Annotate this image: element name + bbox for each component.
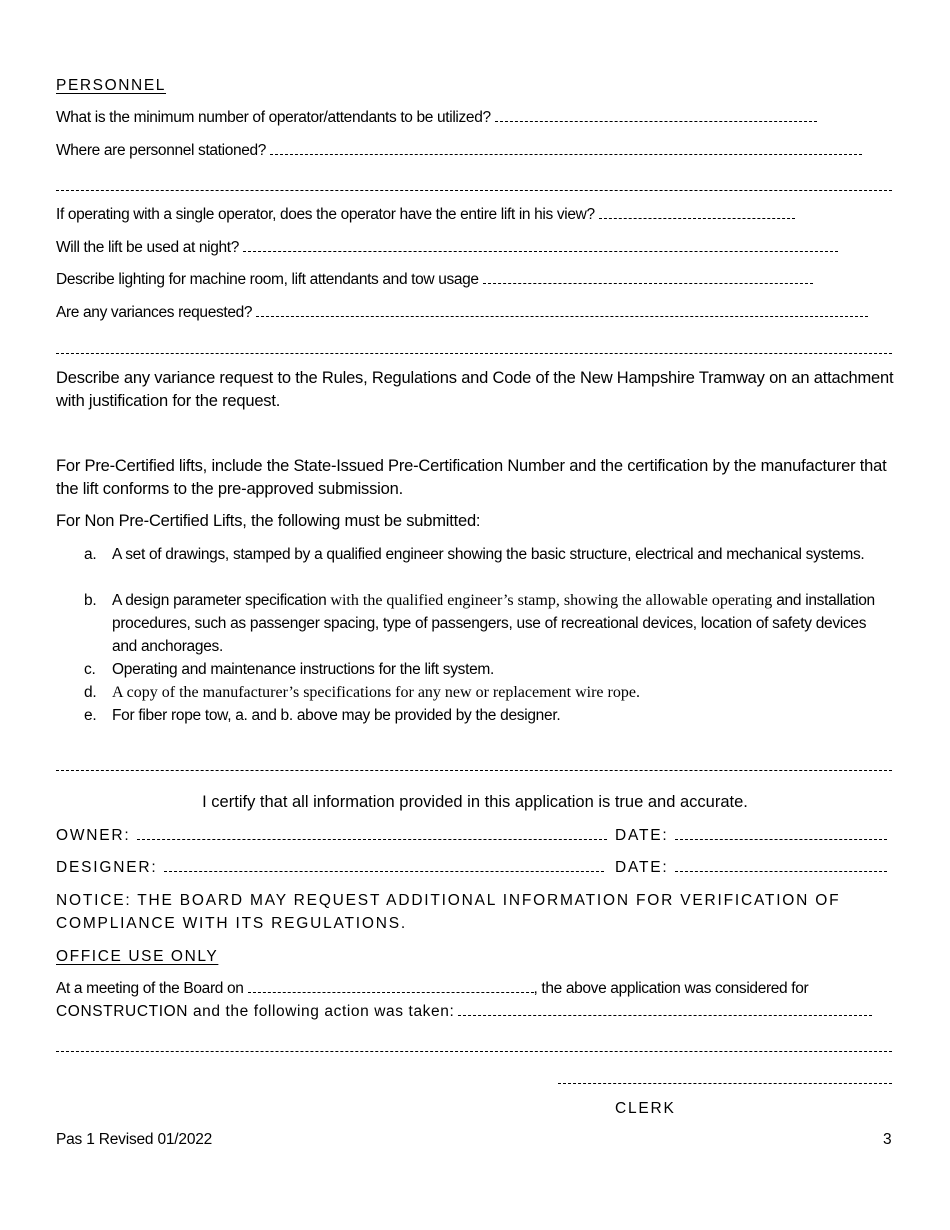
night-field[interactable] bbox=[243, 239, 838, 252]
question-lighting bbox=[56, 271, 813, 289]
question-lighting-label: Describe lighting for machine room, lift attendants and tow usage bbox=[56, 271, 479, 288]
construction-label: CONSTRUCTION and the following action was taken: bbox=[56, 1003, 455, 1020]
meeting-prefix: At a meeting of the Board on bbox=[56, 980, 244, 997]
question-stationed-label: Where are personnel stationed? bbox=[56, 142, 267, 159]
designer-field[interactable] bbox=[164, 859, 604, 872]
list-marker: c. bbox=[84, 661, 96, 678]
question-night-label: Will the lift be used at night? bbox=[56, 239, 240, 256]
clerk-signature-field[interactable] bbox=[558, 1071, 892, 1084]
stationed-field-line-2[interactable] bbox=[56, 190, 892, 191]
question-stationed bbox=[56, 142, 862, 160]
list-text: Operating and maintenance instructions for the lift system. bbox=[112, 661, 495, 678]
list-text-part: and installation procedures, such as passenger spacing, type of passengers, use of recreational devices, location of safety devices and anchorages. bbox=[112, 592, 875, 655]
list-marker: d. bbox=[84, 684, 97, 701]
variances-field-line-2[interactable] bbox=[56, 353, 892, 354]
certification-statement: I certify that all information provided in this application is true and accurate. bbox=[202, 793, 748, 811]
meeting-line bbox=[56, 980, 808, 998]
section-divider bbox=[56, 770, 892, 771]
designer-line bbox=[56, 859, 604, 877]
owner-field[interactable] bbox=[137, 827, 607, 840]
meeting-date-field[interactable] bbox=[248, 980, 534, 993]
stationed-field[interactable] bbox=[270, 142, 862, 155]
single-operator-field[interactable] bbox=[599, 206, 795, 219]
action-taken-field-line-2[interactable] bbox=[56, 1051, 892, 1052]
question-min-operators bbox=[56, 109, 817, 127]
list-text: A set of drawings, stamped by a qualified engineer showing the basic structure, electrical and mechanical systems. bbox=[112, 546, 865, 563]
question-min-operators-label: What is the minimum number of operator/attendants to be utilized? bbox=[56, 109, 491, 126]
owner-date-line bbox=[615, 827, 887, 845]
construction-line bbox=[56, 1003, 872, 1021]
lighting-field[interactable] bbox=[483, 271, 813, 284]
list-marker: a. bbox=[84, 546, 97, 563]
clerk-label: CLERK bbox=[615, 1100, 676, 1117]
question-night bbox=[56, 239, 838, 257]
list-text-part: with the qualified engineer’s stamp, showing the allowable operating bbox=[326, 592, 773, 609]
owner-line bbox=[56, 827, 607, 845]
question-variances-label: Are any variances requested? bbox=[56, 304, 253, 321]
owner-date-field[interactable] bbox=[675, 827, 887, 840]
list-marker: b. bbox=[84, 592, 97, 609]
list-text: For fiber rope tow, a. and b. above may be provided by the designer. bbox=[112, 707, 561, 724]
office-use-heading: OFFICE USE ONLY bbox=[56, 948, 219, 965]
min-operators-field[interactable] bbox=[495, 109, 817, 122]
date-label: DATE: bbox=[615, 859, 669, 876]
list-text-part: A design parameter specification bbox=[112, 592, 327, 609]
page-number: 3 bbox=[883, 1131, 892, 1148]
list-text: A copy of the manufacturer’s specifications for any new or replacement wire rope. bbox=[112, 684, 640, 701]
designer-date-line bbox=[615, 859, 887, 877]
footer-revision: Pas 1 Revised 01/2022 bbox=[56, 1131, 213, 1148]
notice-line-2: COMPLIANCE WITH ITS REGULATIONS. bbox=[56, 915, 407, 932]
list-marker: e. bbox=[84, 707, 97, 724]
personnel-heading: PERSONNEL bbox=[56, 77, 167, 94]
designer-label: DESIGNER: bbox=[56, 859, 158, 876]
question-single-operator bbox=[56, 206, 795, 224]
list-text bbox=[112, 589, 882, 658]
notice-line-1: NOTICE: THE BOARD MAY REQUEST ADDITIONAL INFORMATION FOR VERIFICATION OF bbox=[56, 892, 841, 909]
precertified-paragraph: For Pre-Certified lifts, include the State-Issued Pre-Certification Number and the certification by the manufacturer that the lift conforms to the pre-approved submission. bbox=[56, 457, 887, 498]
owner-label: OWNER: bbox=[56, 827, 131, 844]
meeting-suffix: , the above application was considered for bbox=[533, 980, 809, 997]
non-precertified-intro: For Non Pre-Certified Lifts, the following must be submitted: bbox=[56, 512, 481, 530]
question-single-operator-label: If operating with a single operator, does the operator have the entire lift in his view? bbox=[56, 206, 595, 223]
question-variances bbox=[56, 304, 868, 322]
designer-date-field[interactable] bbox=[675, 859, 887, 872]
variances-field[interactable] bbox=[256, 304, 868, 317]
date-label: DATE: bbox=[615, 827, 669, 844]
variance-paragraph: Describe any variance request to the Rules, Regulations and Code of the New Hampshire Tramway on an attachment with justification for the request. bbox=[56, 369, 894, 410]
action-taken-field[interactable] bbox=[458, 1003, 872, 1016]
